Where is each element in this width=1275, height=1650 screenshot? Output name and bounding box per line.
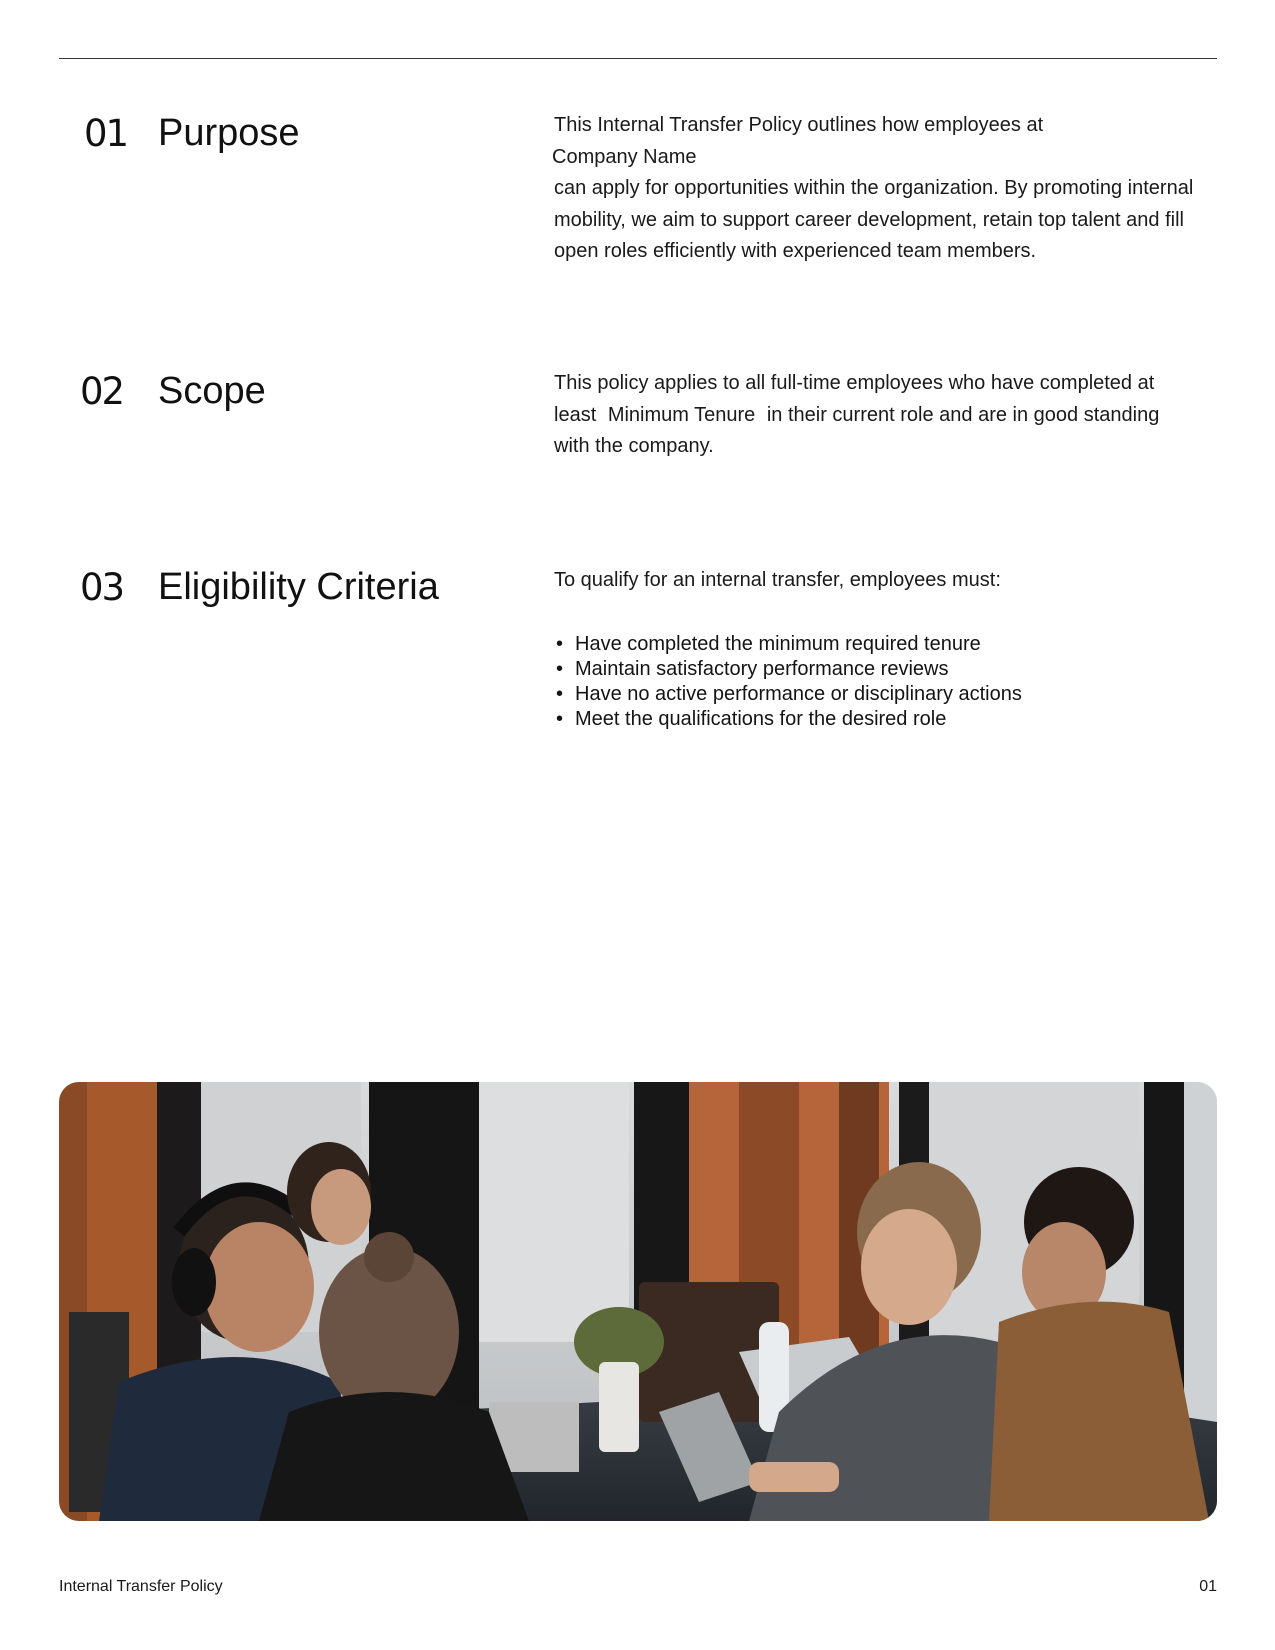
list-item: • Maintain satisfactory performance reviews	[554, 657, 1022, 682]
section-title: Purpose	[158, 112, 300, 154]
company-name-placeholder: Company Name	[552, 145, 697, 168]
body-text: can apply for opportunities within the organization. By promoting internal mobility, we aim to support career development, retain top talent and fill open roles efficiently with experienced team members.	[554, 177, 1194, 262]
section-title: Eligibility Criteria	[158, 566, 439, 608]
section-intro: To qualify for an internal transfer, employees must:	[554, 569, 1001, 591]
footer-document-title: Internal Transfer Policy	[59, 1578, 223, 1595]
section-body	[554, 368, 1194, 463]
section-body	[554, 110, 1214, 268]
list-item: • Have completed the minimum required tenure	[554, 632, 1022, 657]
body-line: This Internal Transfer Policy outlines how employees at	[554, 114, 1044, 136]
section-number: 01	[84, 112, 128, 155]
team-meeting-photo	[59, 1082, 1217, 1521]
footer-page-number: 01	[1199, 1578, 1217, 1595]
eligibility-list	[554, 632, 1022, 732]
list-item: • Have no active performance or disciplinary actions	[554, 682, 1022, 707]
section-number: 03	[80, 566, 124, 609]
list-item: • Meet the qualifications for the desired role	[554, 707, 1022, 732]
section-number: 02	[80, 370, 124, 413]
minimum-tenure-placeholder: Minimum Tenure	[607, 403, 756, 426]
body-text: in their current role and are in good standing with the company.	[554, 403, 1160, 457]
body-text: This policy applies to all full-time employees who have completed at least	[554, 372, 1155, 426]
header-rule	[59, 58, 1217, 59]
section-title: Scope	[158, 370, 266, 412]
